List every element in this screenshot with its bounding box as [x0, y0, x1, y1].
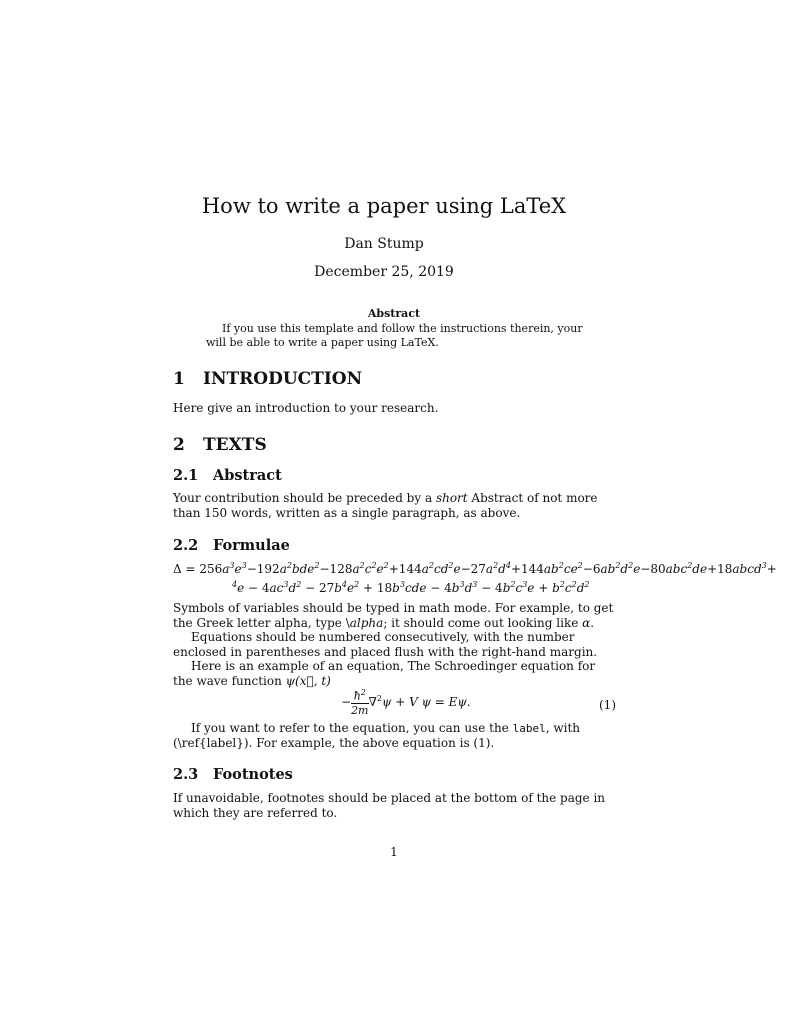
introduction-text: Here give an introduction to your research.	[173, 401, 439, 415]
emphasis-short: short	[435, 491, 468, 505]
page-number: 1	[390, 845, 398, 859]
text-fragment: Symbols of variables should be typed in math mode. For example, to get the Greek letter alpha, type \	[173, 601, 614, 630]
section-number: 1	[173, 369, 185, 389]
discriminant-formula-line-1: $\Delta = 256a^3e^3-192a^2bde^2-128a^2c^2e^2+144a^2cd^2e-27a^2d^4+144ab^2ce^2-6ab^2d^2e-80abc^2de+18abcd^3+$	[173, 561, 777, 576]
abstract-heading: Abstract	[367, 307, 421, 320]
section-title: TEXTS	[203, 435, 267, 455]
subsection-heading-abstract	[173, 467, 282, 484]
code-label: label	[512, 722, 546, 735]
text-fragment: Here is an example of an equation, The Schroedinger equation for the wave function	[173, 659, 596, 688]
subsection-title: Formulae	[213, 537, 290, 554]
text-fragment: .	[590, 616, 595, 630]
subsection-heading-footnotes	[173, 766, 293, 783]
text-fragment: If you want to refer to the equation, you can use the	[191, 721, 513, 735]
abstract-text: If you use this template and follow the instructions therein, your will be able to write a paper using LaTeX.	[206, 322, 583, 349]
wave-function-symbol: ψ(x⃗, t)	[285, 674, 331, 688]
text-fragment: ; it should come out looking like	[383, 616, 583, 630]
section-number: 2	[173, 435, 185, 455]
subsection-number: 2.3	[173, 766, 199, 783]
text-fragment: Abstract of not more than 150 words, written as a single paragraph, as above.	[173, 491, 598, 520]
section-heading-introduction	[173, 369, 362, 389]
discriminant-formula-line-2: $^4e - 4ac^3d^2 - 27b^4e^2 + 18b^3cde - 4b^3d^3 - 4b^2c^3e + b^2c^2d^2$	[232, 580, 590, 595]
text-fragment: Your contribution should be preceded by a	[173, 491, 436, 505]
section-heading-texts	[173, 435, 267, 455]
alpha-symbol: α	[582, 616, 591, 630]
subsection-heading-formulae	[173, 537, 290, 554]
text-fragment: , with (\ref{label}). For example, the above equation is (1).	[173, 721, 581, 750]
subsection-title: Abstract	[213, 467, 282, 484]
paper-title: How to write a paper using LaTeX	[201, 194, 567, 218]
formulae-paragraph-4	[173, 721, 617, 751]
hbar-fraction: $\frac{ħ^2}{2m}$	[351, 688, 369, 717]
emphasis-alpha: alpha	[349, 616, 384, 630]
formulae-paragraph-2: Equations should be numbered consecutively, with the number enclosed in parentheses and placed flush with the right-hand margin.	[173, 630, 598, 659]
formulae-paragraph-3	[173, 659, 617, 689]
subsection-title: Footnotes	[213, 766, 293, 783]
author-name: Dan Stump	[344, 236, 424, 252]
subsection-number: 2.2	[173, 537, 199, 554]
section-title: INTRODUCTION	[203, 369, 363, 389]
abstract-guidance-text	[173, 491, 617, 521]
schroedinger-equation: − $\frac{ħ^2}{2m}$ ∇$^2$ψ + V ψ = Eψ.	[341, 688, 471, 717]
paper-date: December 25, 2019	[314, 264, 454, 280]
subsection-number: 2.1	[173, 467, 199, 484]
equation-number: (1)	[599, 698, 616, 712]
formulae-paragraph-1	[173, 601, 617, 631]
footnotes-text: If unavoidable, footnotes should be placed at the bottom of the page in which they are referred to.	[173, 791, 606, 820]
